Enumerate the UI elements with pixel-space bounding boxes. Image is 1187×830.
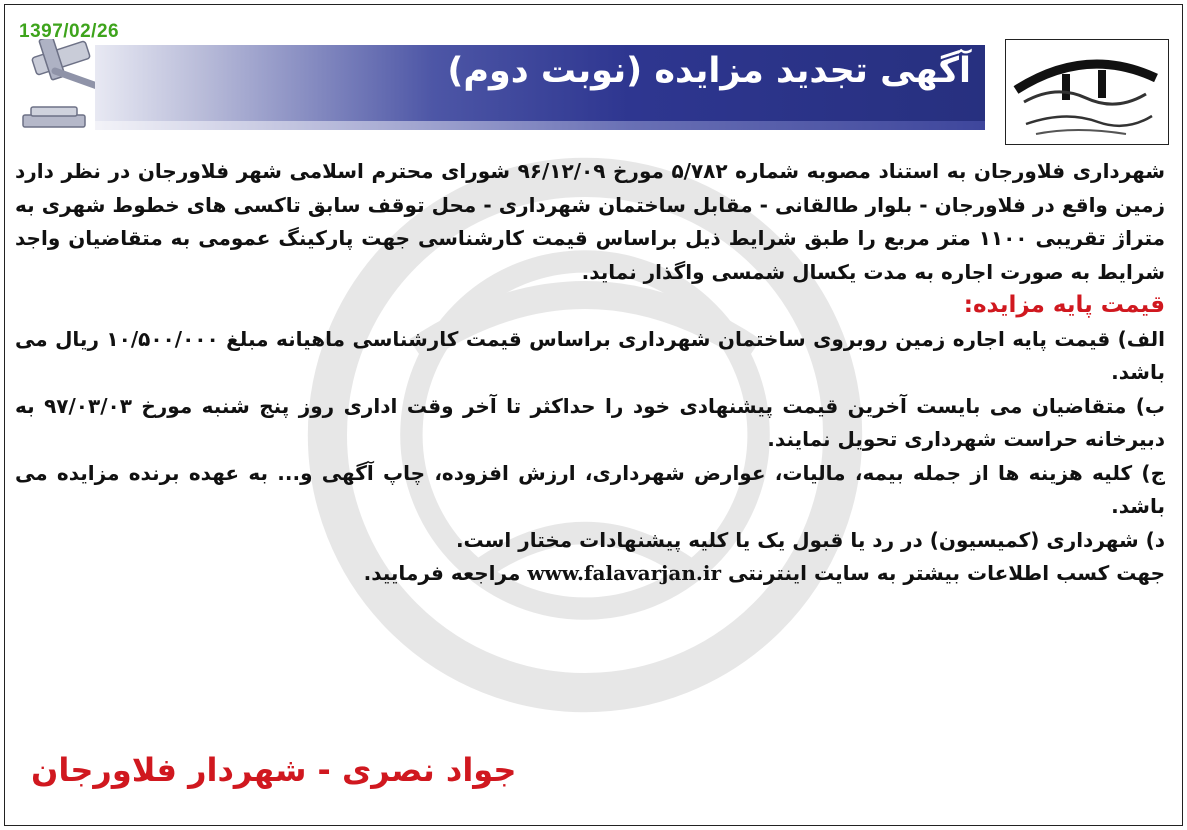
- info-line: [15, 557, 1165, 591]
- website-link[interactable]: www.falavarjan.ir: [527, 561, 721, 585]
- item-d: د) شهرداری (کمیسیون) در رد یا قبول یک یا کلیه پیشنهادات مختار است.: [455, 527, 1165, 552]
- publication-date: 1397/02/26: [19, 21, 120, 42]
- announcement-body: [15, 155, 1165, 591]
- title-banner-stripe: [95, 121, 985, 130]
- header: [15, 35, 1181, 147]
- info-prefix: جهت کسب اطلاعات بیشتر به سایت اینترنتی: [727, 561, 1165, 585]
- municipality-logo: [1005, 39, 1169, 145]
- signature: جواد نصری - شهردار فلاورجان: [31, 751, 517, 789]
- info-suffix: مراجعه فرمایید.: [363, 561, 521, 585]
- base-price-heading: قیمت پایه مزایده:: [963, 292, 1165, 318]
- page-title: آگهی تجدید مزایده (نوبت دوم): [447, 51, 971, 91]
- item-c: ج) کلیه هزینه ها از جمله بیمه، مالیات، عوارض شهرداری، ارزش افزوده، چاپ آگهی و... به عهده برنده مزایده می باشد.: [15, 460, 1165, 518]
- item-b: ب) متقاضیان می بایست آخرین قیمت پیشنهادی خود را حداکثر تا آخر وقت اداری روز پنج شنبه مورخ ۹۷/۰۳/۰۳ به دبیرخانه حراست شهرداری تحویل نمایند.: [15, 393, 1166, 451]
- intro-paragraph: شهرداری فلاورجان به استناد مصوبه شماره ۵/۷۸۲ مورخ ۹۶/۱۲/۰۹ شورای محترم اسلامی شهر فلاورجان در نظر دارد زمین واقع در فلاورجان - بلوار طالقانی - مقابل ساختمان شهرداری - محل توقف سابق تاکسی های خطوط شهری به متراژ تقریبی ۱۱۰۰ متر مربع را طبق شرایط ذیل براساس قیمت کارشناسی جهت پارکینگ عمومی به متقاضیان واجد شرایط به صورت اجاره به مدت یکسال شمسی واگذار نماید.: [15, 159, 1166, 284]
- item-a: الف) قیمت پایه اجاره زمین روبروی ساختمان شهرداری براساس قیمت کارشناسی ماهیانه مبلغ ۱۰/۵۰۰/۰۰۰ ریال می باشد.: [15, 326, 1165, 384]
- logo-graphic: [1006, 40, 1167, 143]
- advertisement-frame: [4, 4, 1183, 826]
